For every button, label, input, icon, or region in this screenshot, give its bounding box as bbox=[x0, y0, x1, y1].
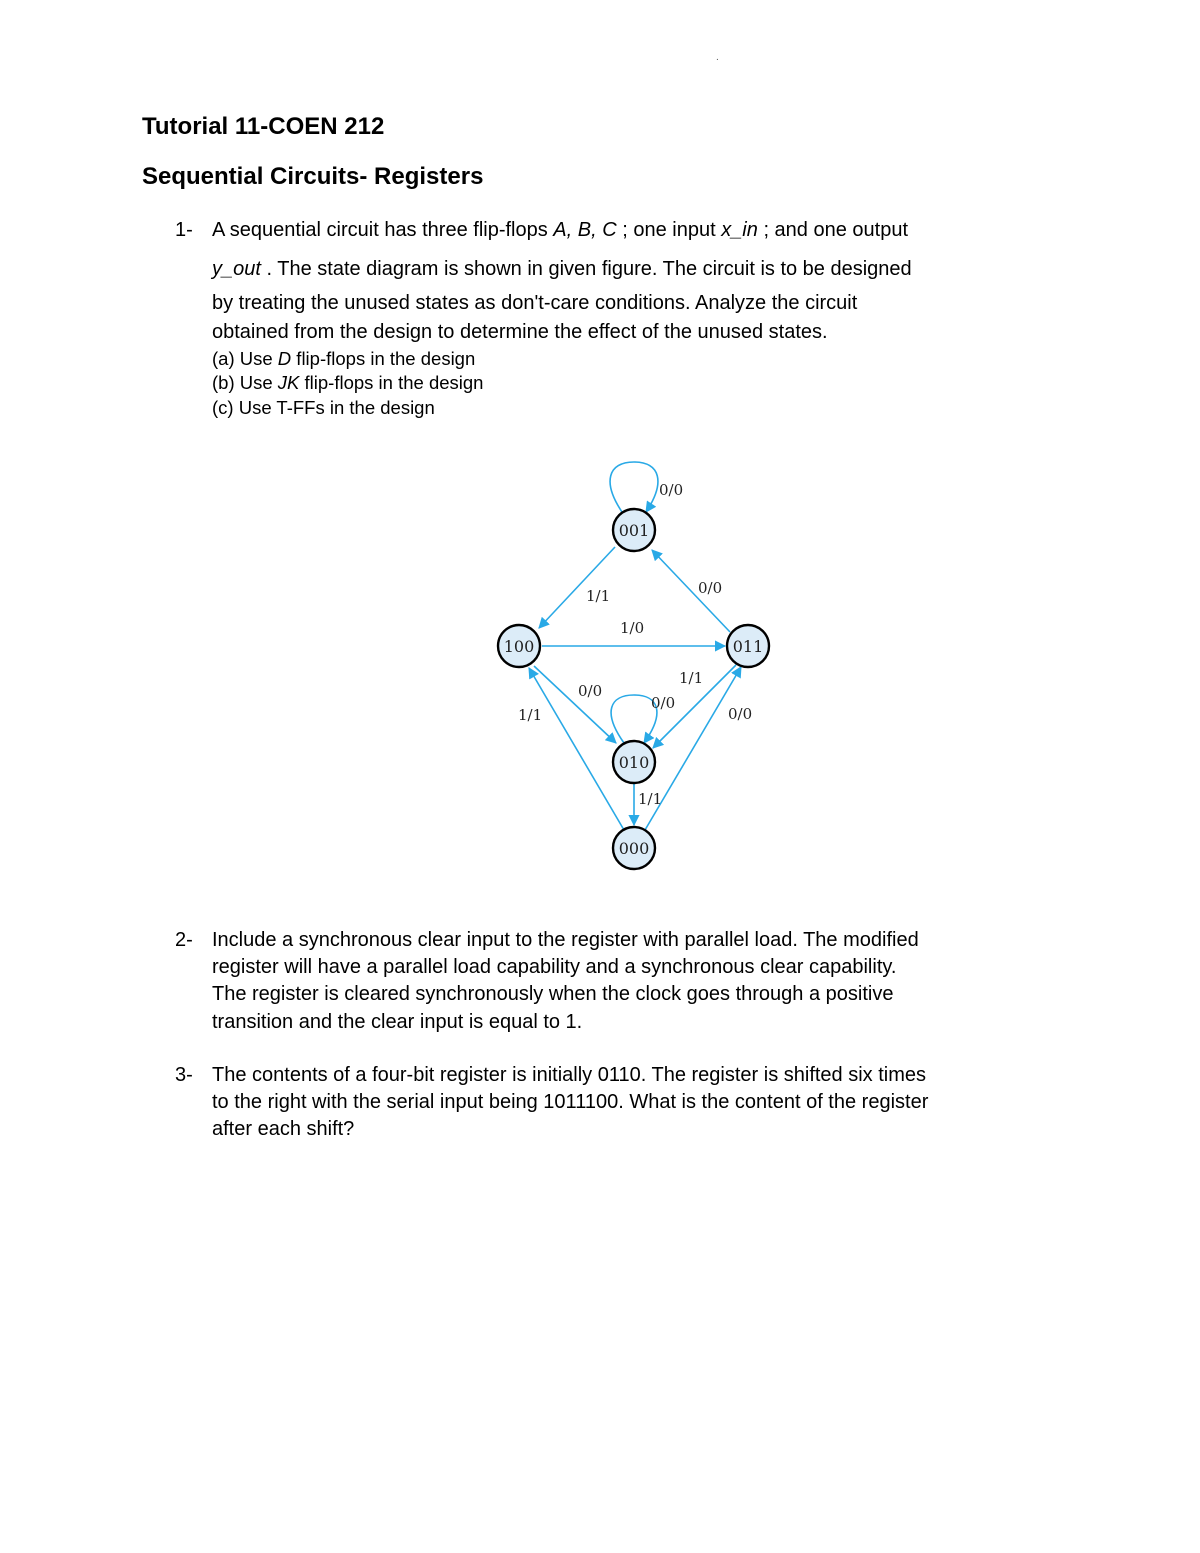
output-name: y_out bbox=[212, 258, 261, 280]
document-title: Tutorial 11-COEN 212 bbox=[142, 113, 385, 140]
text-run: JK bbox=[277, 372, 300, 393]
transition-label: 1/1 bbox=[638, 790, 663, 808]
text-run: (a) Use bbox=[212, 348, 278, 369]
text-run: ; one input bbox=[616, 219, 722, 241]
question-number: 3- bbox=[175, 1064, 193, 1086]
text-run: ; and one output bbox=[757, 219, 909, 241]
text-run: A sequential circuit has three flip-flops bbox=[212, 219, 554, 241]
question-line: The contents of a four-bit register is initially 0110. The register is shifted six times bbox=[212, 1064, 927, 1086]
question-line: register will have a parallel load capability and a synchronous clear capability. bbox=[212, 956, 897, 978]
question-line: Include a synchronous clear input to the register with parallel load. The modified bbox=[212, 929, 919, 951]
transition-label: 1/0 bbox=[620, 619, 645, 637]
state-label: 011 bbox=[732, 637, 764, 656]
part-c: (c) Use T-FFs in the design bbox=[212, 397, 435, 418]
input-name: x_in bbox=[721, 219, 758, 241]
transition-label: 0/0 bbox=[698, 579, 723, 597]
text-run: D bbox=[277, 348, 292, 369]
question-line: by treating the unused states as don't-care conditions. Analyze the circuit bbox=[212, 292, 858, 314]
state-001 bbox=[613, 509, 655, 551]
text-run: flip-flops in the design bbox=[291, 348, 476, 369]
state-label: 000 bbox=[618, 839, 650, 858]
text-run: . The state diagram is shown in given figure. The circuit is to be designed bbox=[260, 258, 912, 280]
transition-edge bbox=[534, 666, 616, 743]
state-010 bbox=[613, 741, 655, 783]
question-number: 2- bbox=[175, 929, 193, 951]
document-subtitle: Sequential Circuits- Registers bbox=[142, 163, 484, 190]
state-011 bbox=[727, 625, 769, 667]
text-run: (b) Use bbox=[212, 372, 278, 393]
question-line: transition and the clear input is equal to 1. bbox=[212, 1011, 583, 1033]
transition-edge bbox=[610, 462, 658, 512]
transition-label: 1/1 bbox=[518, 706, 543, 724]
state-label: 100 bbox=[503, 637, 535, 656]
question-line: after each shift? bbox=[212, 1118, 355, 1140]
question-line: obtained from the design to determine the effect of the unused states. bbox=[212, 321, 828, 343]
transition-label: 0/0 bbox=[578, 682, 603, 700]
page-mark: . bbox=[716, 52, 719, 63]
transition-label: 0/0 bbox=[651, 694, 676, 712]
state-label: 010 bbox=[618, 753, 650, 772]
text-run: flip-flops in the design bbox=[299, 372, 484, 393]
transition-label: 1/1 bbox=[586, 587, 611, 605]
question-line: The register is cleared synchronously when the clock goes through a positive bbox=[212, 983, 894, 1005]
transition-label: 0/0 bbox=[659, 481, 684, 499]
question-number: 1- bbox=[175, 219, 193, 241]
state-100 bbox=[498, 625, 540, 667]
transition-label: 0/0 bbox=[728, 705, 753, 723]
question-line: to the right with the serial input being 1011100. What is the content of the register bbox=[212, 1091, 929, 1113]
flip-flop-names: A, B, C bbox=[553, 219, 617, 241]
state-label: 001 bbox=[618, 521, 650, 540]
transition-label: 1/1 bbox=[679, 669, 704, 687]
state-000 bbox=[613, 827, 655, 869]
transition-edge bbox=[529, 668, 624, 830]
